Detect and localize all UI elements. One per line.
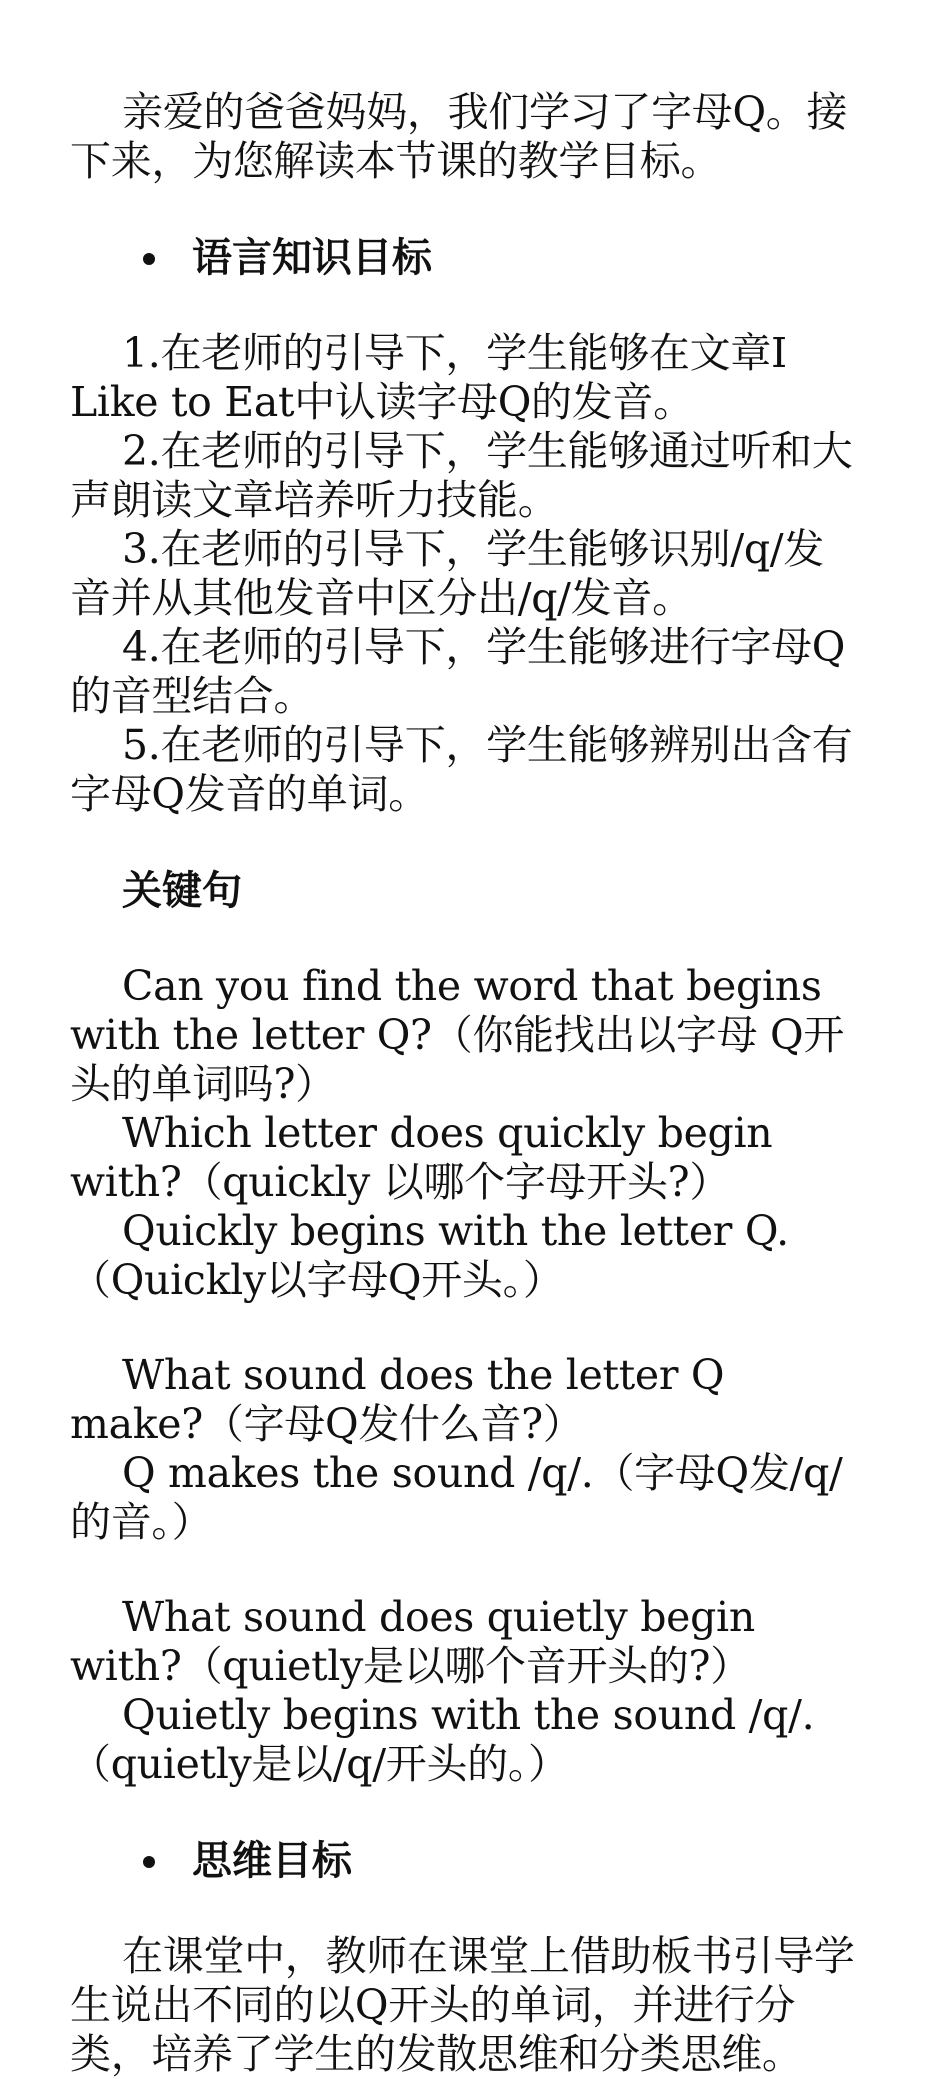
section-heading-key-sentences: 关键句 [122,868,242,914]
key-sentence: Q makes the sound /q/.（字母Q发/q/的音。） [70,1449,843,1546]
section-title: 思维目标 [192,1838,352,1884]
intro-paragraph: 亲爱的爸爸妈妈，我们学习了字母Q。接下来，为您解读本节课的教学目标。 [70,88,848,185]
language-goal-item: 4.在老师的引导下，学生能够进行字母Q的音型结合。 [70,623,846,720]
bullet-icon [143,1856,155,1868]
key-sentence: What sound does the letter Q make?（字母Q发什么音?） [70,1351,725,1448]
document-body [70,88,860,2079]
language-goal-item: 3.在老师的引导下，学生能够识别/q/发音并从其他发音中区分出/q/发音。 [70,525,824,622]
thinking-goal-paragraph: 在课堂中，教师在课堂上借助板书引导学生说出不同的以Q开头的单词，并进行分类，培养了学生的发散思维和分类思维。 [70,1932,855,2078]
bullet-icon [143,253,155,265]
key-sentence: What sound does quietly begin with?（quietly是以哪个音开头的?） [70,1593,755,1690]
key-sentence: Quietly begins with the sound /q/.（quietly是以/q/开头的。） [70,1691,815,1788]
section-title: 语言知识目标 [192,235,432,281]
language-goal-item: 2.在老师的引导下，学生能够通过听和大声朗读文章培养听力技能。 [70,427,853,524]
key-sentence: Quickly begins with the letter Q.（Quickly以字母Q开头。） [70,1207,789,1304]
key-sentence: Can you find the word that begins with the letter Q?（你能找出以字母 Q开头的单词吗?） [70,962,845,1108]
section-heading-thinking-goals [70,1837,860,1886]
language-goal-item: 5.在老师的引导下，学生能够辨别出含有字母Q发音的单词。 [70,721,853,818]
section-heading-language-goals [70,234,860,283]
key-sentence: Which letter does quickly begin with?（quickly 以哪个字母开头?） [70,1109,773,1206]
language-goal-item: 1.在老师的引导下，学生能够在文章I Like to Eat中认读字母Q的发音。 [70,329,787,426]
